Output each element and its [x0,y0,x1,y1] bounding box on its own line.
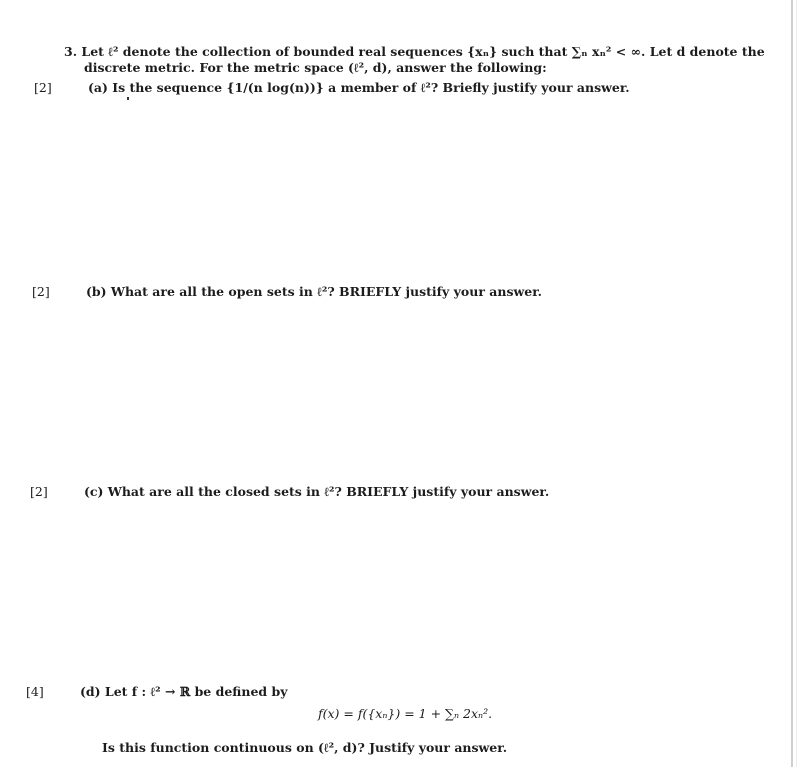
question-intro-line2: discrete metric. For the metric space (ℓ², d), answer the following: [84,60,547,75]
stray-mark [127,97,129,100]
page-edge-shadow [791,0,793,767]
part-b-text: (b) What are all the open sets in ℓ²? BRIEFLY justify your answer. [86,284,543,299]
part-d-followup: Is this function continuous on (ℓ², d)? Justify your answer. [102,740,508,755]
marks-part-b: [2] [32,284,50,299]
page-edge-line [796,0,797,767]
marks-part-d: [4] [26,684,44,699]
part-c-text: (c) What are all the closed sets in ℓ²? BRIEFLY justify your answer. [84,484,550,499]
question-intro-line1: 3. Let ℓ² denote the collection of bounded real sequences {xₙ} such that ∑ₙ xₙ² < ∞. Let d denote the [64,44,765,59]
function-definition-formula: f(x) = f({xₙ}) = 1 + ∑ₙ 2xₙ². [318,706,493,721]
marks-part-c: [2] [30,484,48,499]
part-d-text: (d) Let f : ℓ² → ℝ be defined by [80,684,288,699]
part-a-text: (a) Is the sequence {1/(n log(n))} a member of ℓ²? Briefly justify your answer. [88,80,630,95]
marks-part-a: [2] [34,80,52,95]
